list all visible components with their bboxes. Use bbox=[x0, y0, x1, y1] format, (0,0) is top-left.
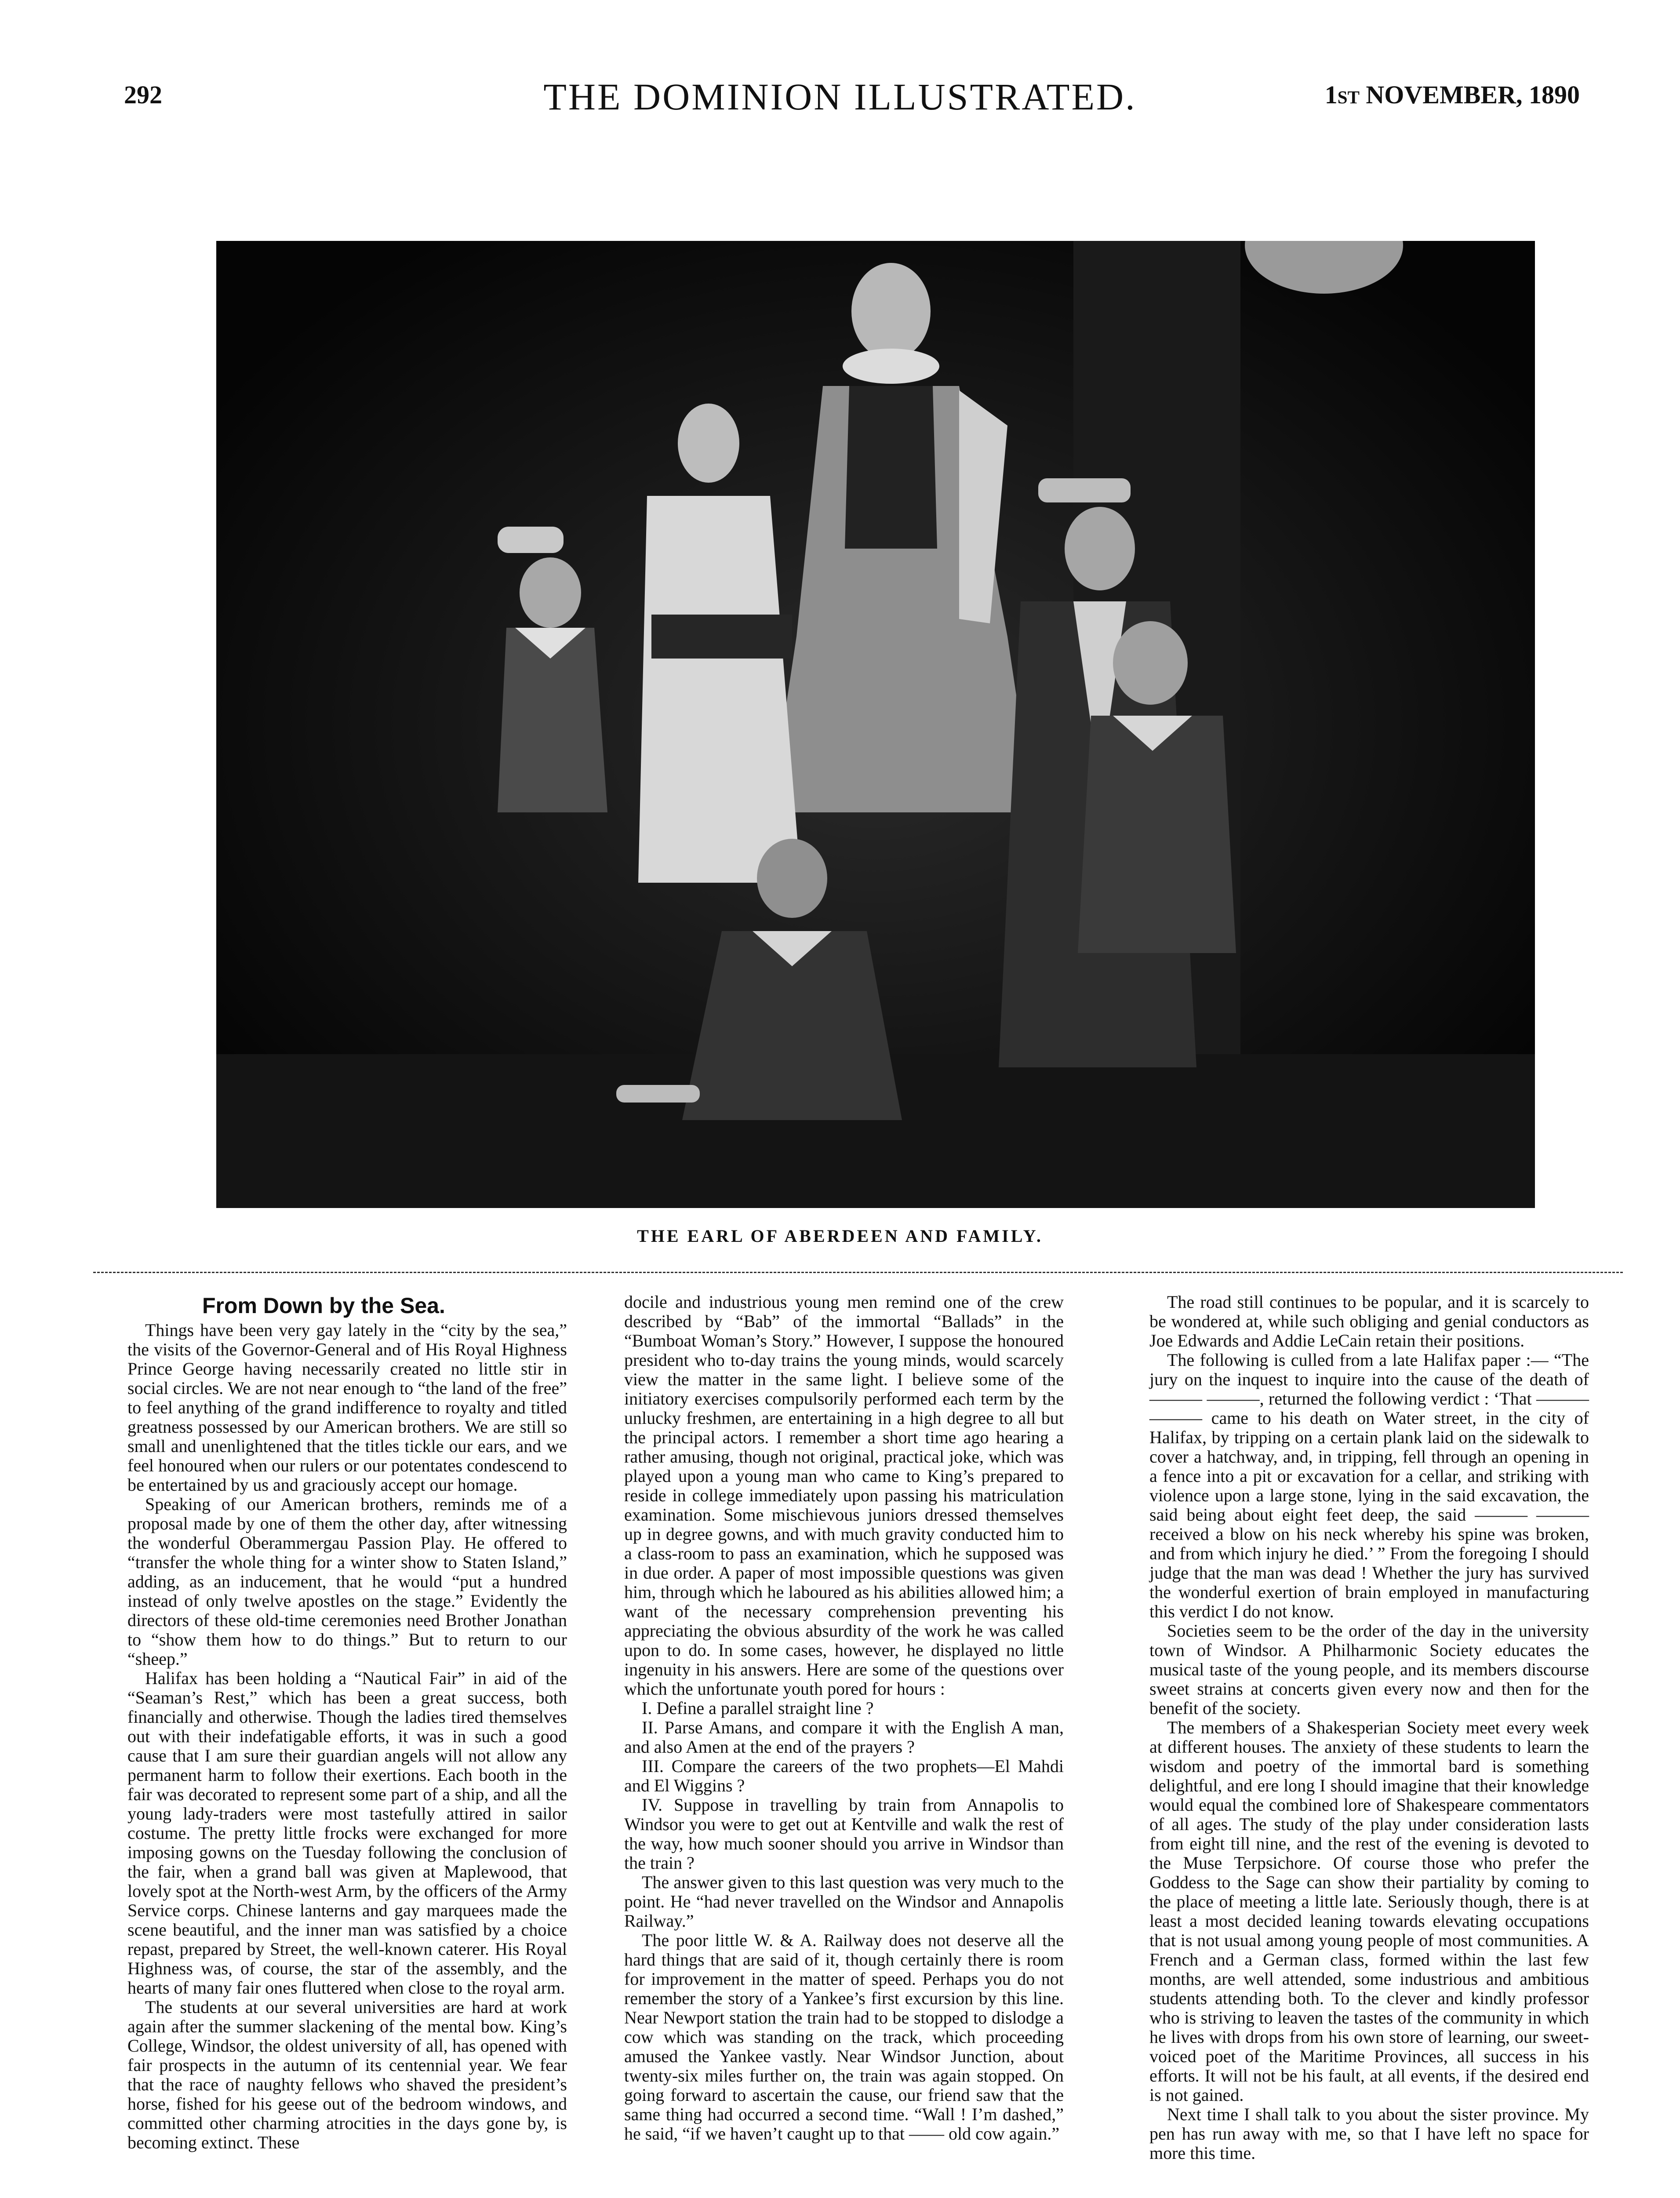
masthead bbox=[0, 75, 1680, 127]
paragraph: The following is culled from a late Halifax paper :— “The jury on the inquest to inquire into the cause of the death of ——— ———, returned the following verdict : ‘That ——— ——— came to his death on Water street, in the city of Halifax, by tripping on a certain plank laid on the sidewalk to cover a hatchway, and, in tripping, fell through an opening in a fence into a pit or excavation for a cellar, and striking with violence upon a large stone, lying in the said excavation, the said being about eight feet deep, the said ——— ——— received a blow on his neck whereby his spine was broken, and from which injury he died.’ ” From the foregoing I should judge that the man was dead ! Whether the jury has survived the wonderful exertion of brain employed in manufacturing this verdict I do not know. bbox=[1149, 1350, 1589, 1621]
paragraph: The answer given to this last question was very much to the point. He “had never travelled on the Windsor and Annapolis Railway.” bbox=[624, 1872, 1064, 1931]
paragraph: Next time I shall talk to you about the sister province. My pen has run away with me, so that I have left no space for more this time. bbox=[1149, 2104, 1589, 2163]
paragraph: The members of a Shakesperian Society meet every week at different houses. The anxiety of these students to learn the wisdom and poetry of the immortal bard is something delightful, and ere long I should imagine that their knowledge would equal the combined lore of Shakespeare commentators of all ages. The study of the play under consideration lasts from eight till nine, and the rest of the evening is devoted to the Muse Terpsichore. Of course those who prefer the Goddess to the Sage can show their partiality by coming to the place of meeting a little late. Seriously though, there is at least a most decided leaning towards elevating occupations that is not usual among young people of most communities. A French and a German class, formed within the last few months, are well attended, some industrious and ambitious students attending both. To the clever and kindly professor who is striving to leaven the tastes of the community in which he lives with drops from his own store of learning, our sweet-voiced poet of the Maritime Provinces, all success in his efforts. It will not be his fault, at all events, if the desired end is not gained. bbox=[1149, 1718, 1589, 2105]
list-item: I. Define a parallel straight line ? bbox=[642, 1698, 874, 1718]
list-item: III. Compare the careers of the two prophets—El Mahdi and El Wiggins ? bbox=[624, 1756, 1064, 1795]
paragraph: The students at our several universities are hard at work again after the summer slackening of the mental bow. King’s College, Windsor, the oldest university of all, has opened with fair prospects in the autumn of its centennial year. We fear that the race of naughty fellows who shaved the president’s horse, fished for his geese out of the bedroom windows, and committed other charming atrocities in the days gone by, is becoming extinct. These bbox=[127, 1997, 567, 2152]
family-photograph bbox=[216, 241, 1535, 1208]
article-column-2 bbox=[624, 1292, 1064, 2143]
paragraph: The road still continues to be popular, and it is scarcely to be wondered at, while such obliging and genial conductors as Joe Edwards and Addie LeCain retain their positions. bbox=[1149, 1292, 1589, 1350]
page-number: 292 bbox=[124, 80, 162, 109]
paragraph: Things have been very gay lately in the “city by the sea,” the visits of the Governor-General and of His Royal Highness Prince George having necessarily created no little stir in social circles. We are not near enough to “the land of the free” to feel anything of the grand indifference to royalty and titled greatness possessed by our American brothers. We are still so small and unenlightened that the titles tickle our ears, and we feel honoured when our rulers or our potentates condescend to be entertained by us and graciously accept our homage. bbox=[127, 1320, 567, 1495]
paragraph: Halifax has been holding a “Nautical Fair” in aid of the “Seaman’s Rest,” which has been a great success, both financially and otherwise. Though the ladies tired themselves out with their indefatigable efforts, it was in such a good cause that I am sure their guardian angels will not allow any permanent harm to follow their exertions. Each booth in the fair was decorated to represent some part of a ship, and all the young lady-traders were most tastefully attired in sailor costume. The pretty little frocks were exchanged for more imposing gowns on the Tuesday following the conclusion of the fair, when a grand ball was given at Maplewood, that lovely spot at the North-west Arm, by the officers of the Army Service corps. Chinese lanterns and gay marquees made the scene beautiful, and the inner man was satisfied by a choice repast, prepared by Street, the well-known caterer. His Royal Highness was, of course, the star of the assembly, and the hearts of many fair ones fluttered when close to the royal arm. bbox=[127, 1668, 567, 1998]
photo-caption: THE EARL OF ABERDEEN AND FAMILY. bbox=[637, 1226, 1043, 1246]
article-column-1 bbox=[127, 1292, 567, 2152]
paragraph: docile and industrious young men remind one of the crew described by “Bab” of the immortal “Ballads” in the “Bumboat Woman’s Story.” However, I suppose the honoured president who to-day trains the young minds, would scarcely view the matter in the same light. I believe some of the initiatory exercises compulsorily performed each term by the unlucky freshmen, are entertaining in a high degree to all but the principal actors. I remember a short time ago hearing a rather amusing, though not original, practical joke, which was played upon a young man who came to King’s prepared to reside in college immediately upon passing his matriculation examination. Some mischievous juniors dressed themselves up in degree gowns, and with much gravity conducted him to a class-room to pass an examination, which he supposed was in due order. A paper of most impossible questions was given him, through which he laboured as his abilities allowed him; a want of the necessary comprehension preventing his appreciating the obvious absurdity of the work he was called upon to do. In some cases, however, he displayed no little ingenuity in his answers. Here are some of the questions over which the unfortunate youth pored for hours : bbox=[624, 1292, 1064, 1699]
paragraph: Speaking of our American brothers, reminds me of a proposal made by one of them the other day, after witnessing the wonderful Oberammergau Passion Play. He offered to “transfer the whole thing for a winter show to Staten Island,” adding, as an inducement, that he would “put a hundred instead of only twelve apostles on the stage.” Evidently the directors of these old-time ceremonies need Brother Jonathan to “show them how to do things.” But to return to our “sheep.” bbox=[127, 1494, 567, 1669]
paragraph: The poor little W. & A. Railway does not deserve all the hard things that are said of it, though certainly there is room for improvement in the matter of speed. Perhaps you do not remember the story of a Yankee’s first excursion by this line. Near Newport station the train had to be stopped to dislodge a cow which was standing on the track, which proceeding amused the Yankee vastly. Near Windsor Junction, about twenty-six miles further on, the train was again stopped. On going forward to ascertain the cause, our friend saw that the same thing had occurred a second time. “Wall ! I’m dashed,” he said, “if we haven’t caught up to that —— old cow again.” bbox=[624, 1930, 1064, 2143]
paragraph: Societies seem to be the order of the day in the university town of Windsor. A Philharmonic Society educates the musical taste of the young people, and its members discourse sweet strains at concerts given every now and then for the benefit of the society. bbox=[1149, 1621, 1589, 1718]
list-item: IV. Suppose in travelling by train from Annapolis to Windsor you were to get out at Kentville and walk the rest of the way, how much sooner should you arrive in Windsor than the train ? bbox=[624, 1795, 1064, 1873]
article-heading: From Down by the Sea. bbox=[202, 1293, 445, 1318]
publication-title: THE DOMINION ILLUSTRATED. bbox=[543, 76, 1137, 118]
article-column-3 bbox=[1149, 1292, 1589, 2163]
issue-date: 1st NOVEMBER, 1890 bbox=[1324, 80, 1580, 109]
question-list bbox=[624, 1699, 1064, 1873]
divider-rule bbox=[93, 1272, 1623, 1273]
list-item: II. Parse Amans, and compare it with the English A man, and also Amen at the end of the prayers ? bbox=[624, 1718, 1064, 1757]
photograph-illustration bbox=[216, 241, 1535, 1208]
